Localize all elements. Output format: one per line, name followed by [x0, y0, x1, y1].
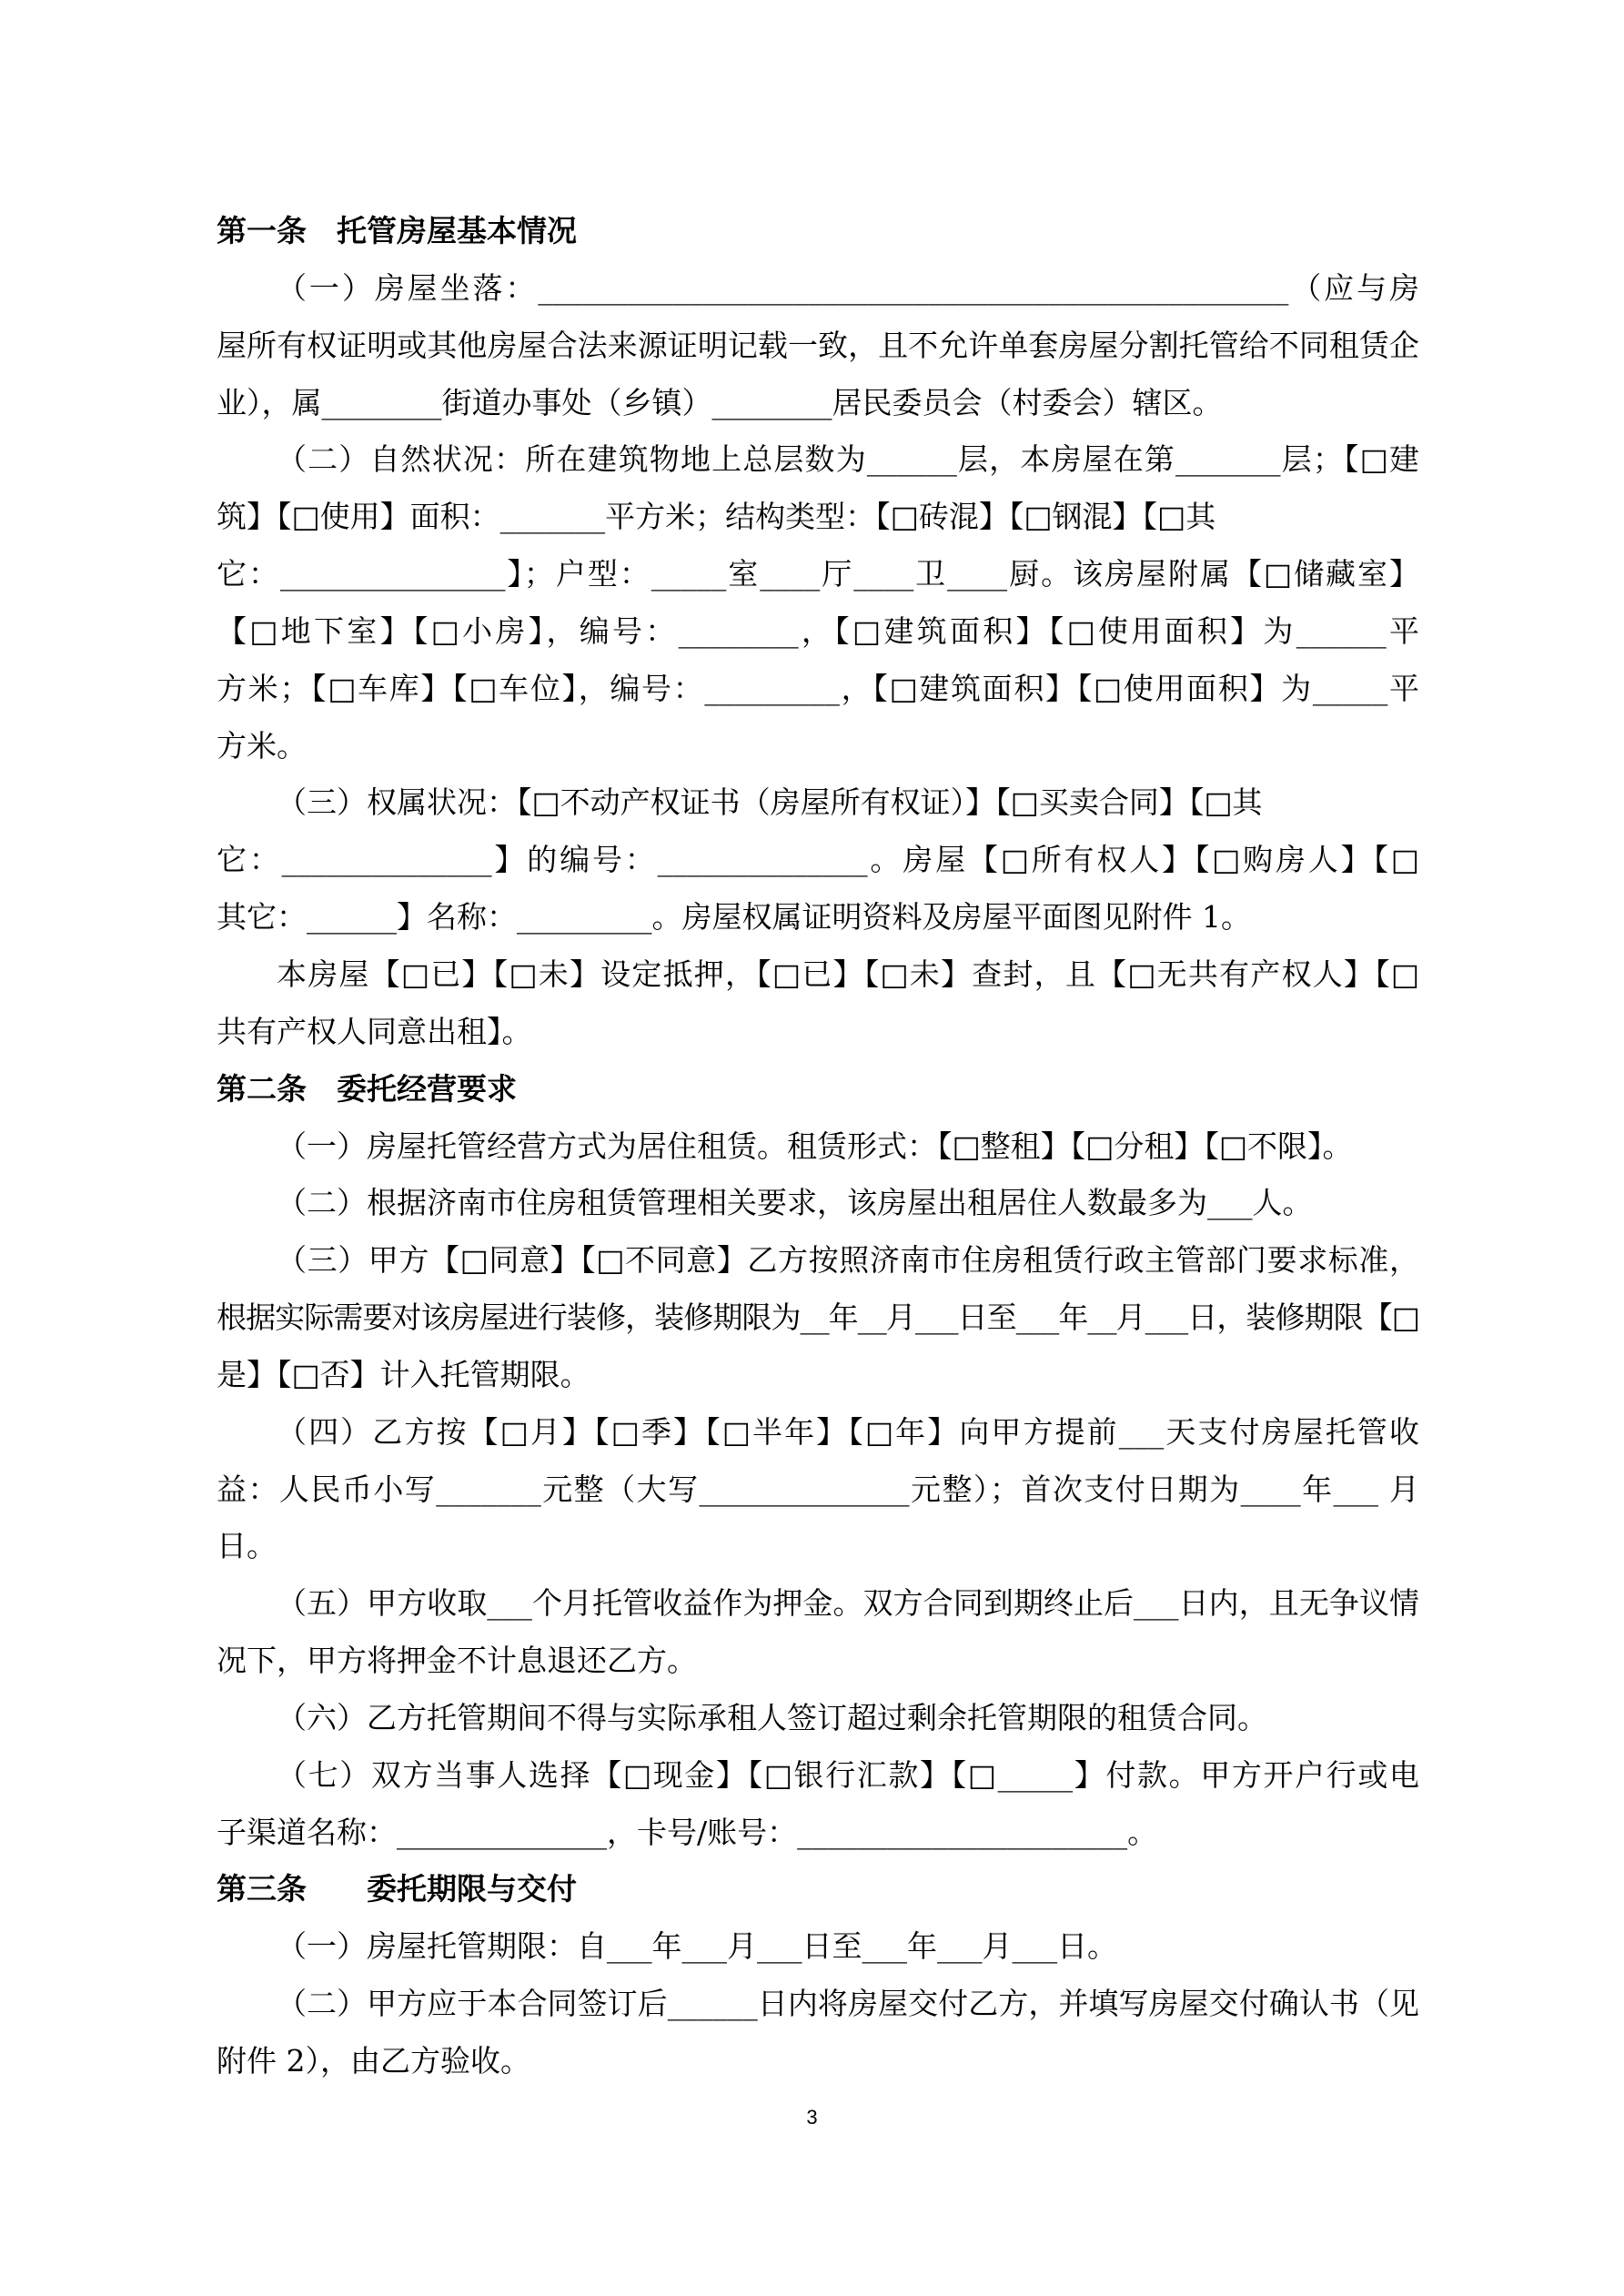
clause-line: 是】【□否】计入托管期限。	[217, 1356, 590, 1392]
contract-body	[217, 203, 1419, 2090]
clause-line: 【□地下室】【□小房】，编号：________，【□建筑面积】【□使用面积】为______平	[217, 612, 1419, 649]
clause-line: 其它：______】名称：_________。房屋权属证明资料及房屋平面图见附件 1。	[217, 899, 1251, 936]
clause-line: （二）根据济南市住房租赁管理相关要求，该房屋出租居住人数最多为___人。	[277, 1185, 1313, 1221]
clause-line: （六）乙方托管期间不得与实际承租人签订超过剩余托管期限的租赁合同。	[277, 1699, 1267, 1735]
clause-line: （七）双方当事人选择【□现金】【□银行汇款】【□_____】付款。甲方开户行或电	[277, 1756, 1419, 1793]
clause-line: （二）甲方应于本合同签订后______日内将房屋交付乙方，并填写房屋交付确认书（见	[277, 1986, 1419, 2022]
clause-line: 方米；【□车库】【□车位】，编号：_________，【□建筑面积】【□使用面积】为_____平	[217, 670, 1419, 706]
clause-line: 子渠道名称：______________，卡号/账号：______________________。	[217, 1814, 1158, 1850]
clause-line: 益：人民币小写_______元整（大写______________元整）；首次支付日期为____年___ 月	[217, 1471, 1419, 1507]
clause-line: 况下，甲方将押金不计息退还乙方。	[217, 1643, 697, 1679]
clause-line: 业），属________街道办事处（乡镇）________居民委员会（村委会）辖区。	[217, 384, 1223, 420]
article-heading: 第一条 托管房屋基本情况	[217, 213, 577, 248]
clause-line: 根据实际需要对该房屋进行装修，装修期限为__年__月___日至___年__月___日，装修期限【□	[217, 1300, 1419, 1336]
clause-line: （三）权属状况：【□不动产权证书（房屋所有权证）】【□买卖合同】【□其	[277, 784, 1263, 821]
article-heading: 第二条 委托经营要求	[217, 1070, 517, 1107]
clause-line: （一）房屋坐落：__________________________________________________（应与房	[277, 269, 1419, 306]
clause-line: （五）甲方收取___个月托管收益作为押金。双方合同到期终止后___日内，且无争议情	[277, 1585, 1419, 1622]
clause-line: 共有产权人同意出租】。	[217, 1013, 532, 1049]
clause-line: 筑】【□使用】面积：_______平方米；结构类型：【□砖混】【□钢混】【□其	[217, 499, 1216, 535]
page-number: 3	[806, 2106, 818, 2129]
clause-line: （一）房屋托管经营方式为居住租赁。租赁形式：【□整租】【□分租】【□不限】。	[277, 1128, 1353, 1164]
clause-line: （一）房屋托管期限：自___年___月___日至___年___月___日。	[277, 1928, 1117, 1965]
article-heading: 第三条 委托期限与交付	[217, 1871, 577, 1907]
clause-line: 屋所有权证明或其他房屋合法来源证明记载一致，且不允许单套房屋分割托管给不同租赁企	[217, 327, 1419, 363]
clause-line: 它：_______________】；户型：_____室____厅____卫____厨。该房屋附属【□储藏室】	[217, 556, 1419, 592]
clause-line: （三）甲方【□同意】【□不同意】乙方按照济南市住房租赁行政主管部门要求标准，	[277, 1242, 1419, 1279]
clause-line: 日。	[217, 1528, 277, 1564]
clause-line: （四）乙方按【□月】【□季】【□半年】【□年】向甲方提前___天支付房屋托管收	[277, 1413, 1419, 1450]
clause-line: 本房屋【□已】【□未】设定抵押，【□已】【□未】查封，且【□无共有产权人】【□	[277, 956, 1419, 992]
clause-line: （二）自然状况：所在建筑物地上总层数为______层，本房屋在第_______层；【□建	[277, 441, 1419, 478]
clause-line: 附件 2），由乙方验收。	[217, 2043, 530, 2079]
clause-line: 它：______________】的编号：______________。房屋【□所有权人】【□购房人】【□	[217, 842, 1419, 878]
clause-line: 方米。	[217, 727, 307, 764]
